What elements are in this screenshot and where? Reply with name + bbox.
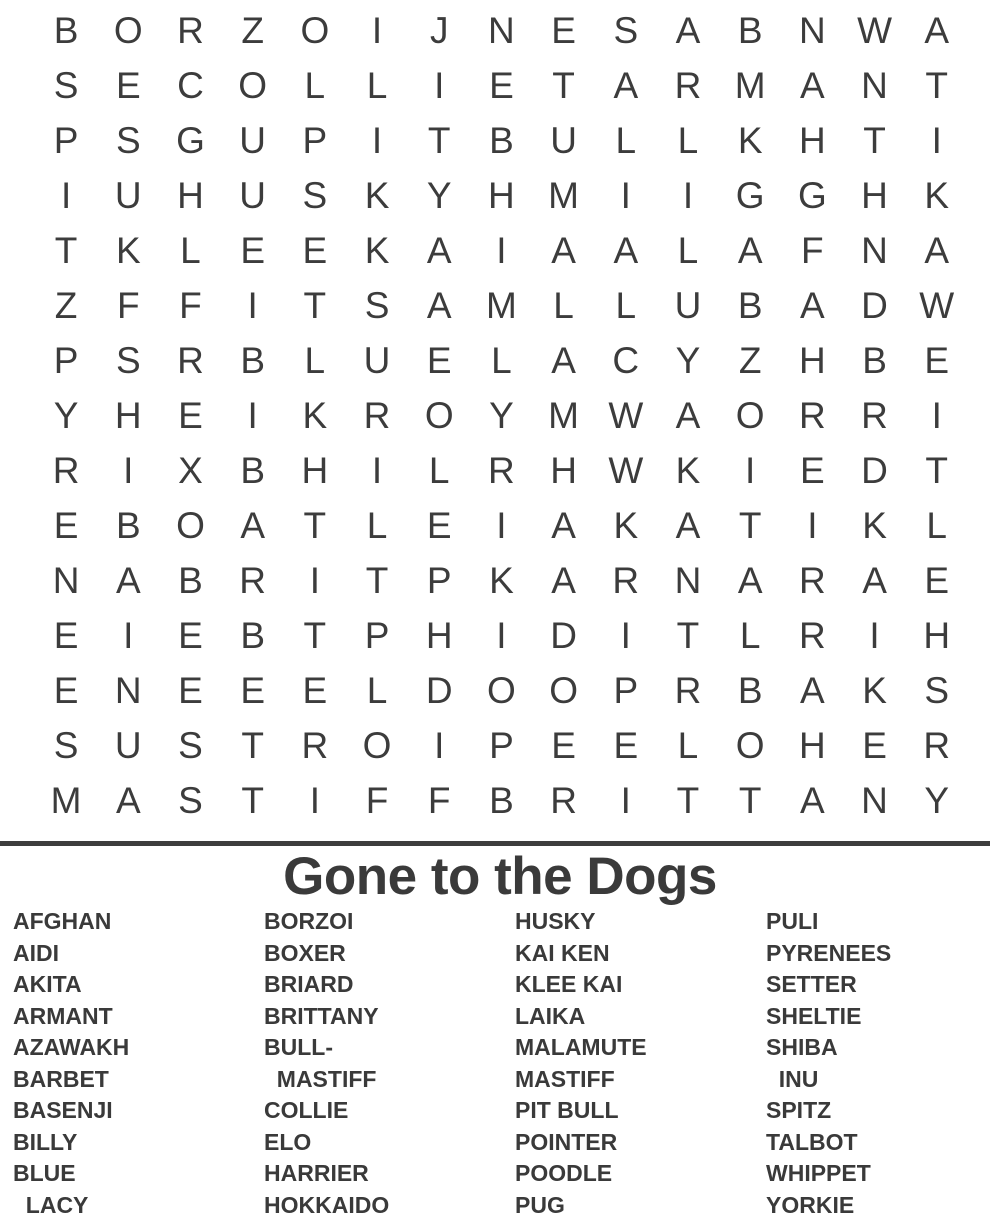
grid-letter[interactable]: L [366,504,388,546]
grid-letter[interactable]: I [931,394,942,436]
grid-letter[interactable]: A [551,559,576,601]
grid-letter[interactable]: O [487,669,516,711]
word-list-item: HOKKAIDO [264,1191,390,1218]
word-list-item: POODLE [515,1160,613,1186]
grid-letter[interactable]: A [551,504,576,546]
grid-letter[interactable]: I [496,229,507,271]
grid-letter[interactable]: T [241,779,264,821]
grid-letter[interactable]: R [674,64,702,106]
grid-letter[interactable]: D [861,284,888,326]
grid-letter[interactable]: I [807,504,818,546]
grid-letter[interactable]: E [426,339,452,381]
grid-letter[interactable]: I [620,614,631,656]
word-list-item: BORZOI [264,908,354,934]
grid-letter[interactable]: R [239,559,267,601]
grid-letter[interactable]: B [862,339,887,381]
grid-letter[interactable]: B [489,119,514,161]
grid-letter[interactable]: A [800,284,825,326]
grid-letter[interactable]: I [371,9,383,51]
grid-letter[interactable]: E [53,504,79,546]
grid-letter[interactable]: I [620,779,631,821]
grid-letter[interactable]: I [496,504,507,546]
grid-letter[interactable]: A [426,229,452,271]
grid-letter[interactable]: W [857,9,892,51]
grid-letter[interactable]: B [737,284,763,326]
grid-letter[interactable]: C [177,64,204,106]
grid-row [35,663,999,718]
grid-letter[interactable]: L [677,724,699,766]
grid-letter[interactable]: N [488,9,515,51]
grid-letter[interactable]: I [309,779,320,821]
grid-letter[interactable]: M [485,284,517,326]
grid-letter[interactable]: B [240,449,265,491]
grid-letter[interactable]: L [180,229,201,271]
grid-letter[interactable]: K [489,559,514,601]
grid-letter[interactable]: J [429,9,449,51]
grid-letter[interactable]: B [240,339,265,381]
word-list-item: COLLIE [264,1097,349,1123]
grid-row [35,113,999,168]
grid-letter[interactable]: L [304,339,326,381]
grid-letter[interactable]: L [491,339,512,381]
grid-letter[interactable]: E [240,669,265,711]
grid-letter[interactable]: K [115,229,141,271]
grid-letter[interactable]: R [798,614,826,656]
grid-letter[interactable]: E [115,64,141,106]
grid-letter[interactable]: G [735,174,765,216]
grid-row [35,443,999,498]
grid-letter[interactable]: I [620,174,631,216]
grid-letter[interactable]: A [675,504,701,546]
grid-letter[interactable]: K [862,504,887,546]
grid-letter[interactable]: E [613,724,639,766]
grid-row [35,278,999,333]
word-list-item: BILLY [13,1128,78,1155]
grid-letter[interactable]: F [365,779,389,821]
grid-letter[interactable]: O [362,724,392,766]
word-column [515,906,765,1221]
word-list-item: KAI KEN [515,939,610,966]
grid-letter[interactable]: E [240,229,265,271]
grid-letter[interactable]: H [798,339,826,381]
grid-letter[interactable]: I [682,174,694,216]
grid-letter[interactable]: A [551,339,576,381]
grid-letter[interactable]: Z [54,284,78,326]
word-list-item: BRITTANY [264,1002,379,1029]
grid-letter[interactable]: I [309,559,320,601]
grid-letter[interactable]: Y [489,394,514,436]
word-list-item: BLUE [13,1160,76,1186]
grid-letter[interactable]: A [115,559,141,601]
grid-letter[interactable]: O [113,9,143,51]
grid-letter[interactable]: N [674,559,702,601]
grid-letter[interactable]: F [179,284,202,326]
grid-row [35,608,999,663]
grid-letter[interactable]: I [371,449,383,491]
grid-letter[interactable]: E [302,229,328,271]
grid-letter[interactable]: I [745,449,756,491]
grid-letter[interactable]: S [178,779,203,821]
word-column [766,906,1000,1221]
grid-letter[interactable]: R [177,9,204,51]
grid-letter[interactable]: E [53,669,79,711]
grid-letter[interactable]: L [615,284,637,326]
grid-letter[interactable]: B [737,9,763,51]
grid-letter[interactable]: P [489,724,514,766]
grid-letter[interactable]: K [737,119,763,161]
word-list-item: LAIKA [515,1002,586,1029]
grid-letter[interactable]: W [608,449,644,491]
grid-letter[interactable]: Y [53,394,79,436]
grid-letter[interactable]: W [608,394,644,436]
grid-letter[interactable]: C [612,339,640,381]
grid-letter[interactable]: G [176,119,205,161]
grid-row [35,58,999,113]
grid-letter[interactable]: S [115,119,141,161]
word-list-item: BOXER [264,939,346,966]
word-list-item: INU [766,1065,819,1092]
grid-letter[interactable]: N [861,229,888,271]
grid-letter[interactable]: H [923,614,951,656]
grid-row [35,553,999,608]
word-list-item: SPITZ [766,1097,832,1123]
grid-letter[interactable]: R [301,724,329,766]
grid-letter[interactable]: L [739,614,761,656]
grid-letter[interactable]: A [426,284,452,326]
grid-letter[interactable]: Z [241,9,264,51]
grid-letter[interactable]: S [924,669,950,711]
word-list-item: PIT BULL [515,1097,619,1123]
grid-letter[interactable]: B [53,9,79,51]
grid-letter[interactable]: Y [675,339,701,381]
grid-letter[interactable]: T [365,559,389,601]
grid-letter[interactable]: R [550,779,577,821]
word-list-item: LACY [13,1191,89,1218]
grid-letter[interactable]: S [178,724,203,766]
grid-letter[interactable]: D [425,669,453,711]
word-list-item: POINTER [515,1128,618,1155]
word-list-item: SHELTIE [766,1002,862,1029]
grid-letter[interactable]: A [551,229,576,271]
grid-letter[interactable]: N [114,669,142,711]
grid-letter[interactable]: N [861,779,888,821]
grid-letter[interactable]: P [364,614,390,656]
grid-letter[interactable]: M [734,64,766,106]
grid-letter[interactable]: B [737,669,763,711]
grid-row [35,773,999,828]
grid-letter[interactable]: I [60,174,72,216]
grid-letter[interactable]: F [427,779,451,821]
grid-row [35,498,999,553]
grid-letter[interactable]: A [737,559,763,601]
grid-letter[interactable]: U [550,119,577,161]
grid-letter[interactable]: I [434,724,445,766]
grid-letter[interactable]: K [613,504,639,546]
grid-letter[interactable]: S [53,724,79,766]
grid-letter[interactable]: T [241,724,264,766]
word-list-item: BRIARD [264,971,354,997]
grid-letter[interactable]: E [551,9,576,51]
grid-letter[interactable]: G [797,174,827,216]
grid-letter[interactable]: R [923,724,951,766]
grid-letter[interactable]: P [613,669,639,711]
word-list-item: BARBET [13,1065,109,1092]
grid-letter[interactable]: L [553,284,574,326]
grid-letter[interactable]: U [363,339,391,381]
grid-letter[interactable]: R [52,449,80,491]
grid-letter[interactable]: K [364,229,390,271]
grid-letter[interactable]: E [178,614,203,656]
grid-letter[interactable]: A [675,9,701,51]
grid-letter[interactable]: H [861,174,888,216]
word-list-item: HUSKY [515,908,596,934]
grid-letter[interactable]: Y [426,174,452,216]
grid-letter[interactable]: P [302,119,328,161]
word-column [264,906,514,1221]
grid-letter[interactable]: O [735,394,765,436]
grid-letter[interactable]: E [924,559,950,601]
grid-letter[interactable]: R [861,394,888,436]
grid-letter[interactable]: N [52,559,80,601]
word-list-item: AKITA [13,971,82,997]
grid-letter[interactable]: I [931,119,942,161]
grid-letter[interactable]: S [302,174,328,216]
grid-letter[interactable]: B [489,779,514,821]
grid-letter[interactable]: H [550,449,577,491]
grid-letter[interactable]: H [114,394,142,436]
grid-letter[interactable]: T [925,64,949,106]
grid-letter[interactable]: H [425,614,453,656]
grid-letter[interactable]: U [674,284,702,326]
word-list-item: MALAMUTE [515,1034,647,1060]
grid-letter[interactable]: M [548,174,579,216]
grid-letter[interactable]: B [178,559,203,601]
letter-grid [35,0,999,836]
grid-letter[interactable]: A [800,64,825,106]
grid-letter[interactable]: I [123,614,134,656]
word-list-item: MASTIFF [264,1065,377,1092]
grid-letter[interactable]: O [176,504,205,546]
grid-letter[interactable]: R [488,449,515,491]
word-list-item: YORKIE [766,1191,855,1218]
word-list-item: SETTER [766,971,857,997]
grid-letter[interactable]: R [612,559,640,601]
grid-row [35,168,999,223]
grid-letter[interactable]: E [800,449,825,491]
word-list-item: SHIBA [766,1034,838,1060]
grid-letter[interactable]: L [366,64,388,106]
grid-letter[interactable]: R [177,339,204,381]
grid-letter[interactable]: U [239,119,267,161]
word-list-item: AZAWAKH [13,1034,130,1060]
grid-letter[interactable]: K [924,174,950,216]
grid-letter[interactable]: T [863,119,886,161]
grid-letter[interactable]: I [247,394,258,436]
grid-letter[interactable]: T [552,64,575,106]
grid-letter[interactable]: K [675,449,701,491]
grid-letter[interactable]: L [677,229,699,271]
word-list-item: PUG [515,1191,565,1218]
grid-row [35,333,999,388]
grid-letter[interactable]: I [496,614,507,656]
grid-letter[interactable]: D [861,449,888,491]
grid-letter[interactable]: O [238,64,268,106]
grid-letter[interactable]: A [613,64,639,106]
grid-letter[interactable]: E [178,394,203,436]
grid-letter[interactable]: H [301,449,329,491]
grid-letter[interactable]: T [676,779,700,821]
grid-letter[interactable]: I [247,284,258,326]
grid-letter[interactable]: L [428,449,450,491]
grid-letter[interactable]: R [674,669,702,711]
grid-letter[interactable]: O [735,724,765,766]
word-list-item: PULI [766,908,819,934]
grid-row [35,718,999,773]
grid-letter[interactable]: E [489,64,514,106]
grid-letter[interactable]: T [427,119,451,161]
puzzle-title: Gone to the Dogs [283,847,717,906]
word-list-item: ARMANT [13,1002,113,1029]
grid-letter[interactable]: O [424,394,454,436]
grid-letter[interactable]: B [115,504,141,546]
word-list-item: WHIPPET [766,1160,871,1186]
word-list-item: MASTIFF [515,1065,615,1092]
grid-letter[interactable]: I [123,449,134,491]
grid-letter[interactable]: N [861,64,888,106]
word-list-item: TALBOT [766,1128,858,1155]
grid-letter[interactable]: E [551,724,576,766]
grid-letter[interactable]: L [304,64,326,106]
grid-letter[interactable]: O [300,9,330,51]
grid-letter[interactable]: T [738,779,762,821]
grid-letter[interactable]: S [115,339,141,381]
word-list-item: HARRIER [264,1160,369,1186]
grid-letter[interactable]: K [302,394,328,436]
grid-letter[interactable]: R [798,559,826,601]
grid-letter[interactable]: M [548,394,579,436]
grid-letter[interactable]: R [363,394,391,436]
grid-letter[interactable]: L [366,669,388,711]
grid-letter[interactable]: A [613,229,639,271]
grid-letter[interactable]: A [675,394,701,436]
grid-letter[interactable]: Z [738,339,762,381]
grid-letter[interactable]: A [862,559,887,601]
grid-letter[interactable]: S [613,9,639,51]
grid-letter[interactable]: N [798,9,826,51]
grid-letter[interactable]: A [240,504,265,546]
grid-letter[interactable]: P [426,559,452,601]
grid-letter[interactable]: A [737,229,763,271]
grid-letter[interactable]: T [54,229,78,271]
grid-letter[interactable]: T [738,504,762,546]
grid-letter[interactable]: I [869,614,880,656]
word-list-item: KLEE KAI [515,971,623,997]
grid-letter[interactable]: H [798,724,826,766]
grid-letter[interactable]: H [177,174,204,216]
grid-letter[interactable]: T [925,449,949,491]
grid-letter[interactable]: L [615,119,637,161]
word-list-item: ELO [264,1128,312,1155]
grid-letter[interactable]: W [919,284,955,326]
grid-letter[interactable]: E [426,504,452,546]
grid-letter[interactable]: T [303,504,327,546]
grid-letter[interactable]: A [800,669,825,711]
grid-letter[interactable]: U [239,174,267,216]
grid-letter[interactable]: F [801,229,824,271]
grid-letter[interactable]: X [178,449,203,491]
grid-letter[interactable]: T [303,284,327,326]
grid-row [35,3,999,58]
grid-letter[interactable]: T [676,614,700,656]
grid-letter[interactable]: A [800,779,825,821]
word-list-item: BULL- [264,1034,333,1060]
grid-letter[interactable]: D [550,614,577,656]
grid-letter[interactable]: E [862,724,887,766]
grid-letter[interactable]: L [926,504,947,546]
grid-letter[interactable]: E [178,669,203,711]
grid-row [35,388,999,443]
grid-letter[interactable]: P [53,339,79,381]
word-list-item: AIDI [13,939,59,966]
grid-letter[interactable]: A [924,9,950,51]
word-list-item: PYRENEES [766,939,892,966]
grid-letter[interactable]: K [364,174,390,216]
grid-letter[interactable]: E [53,614,79,656]
grid-letter[interactable]: P [53,119,79,161]
grid-letter[interactable]: B [240,614,265,656]
grid-letter[interactable]: S [53,64,79,106]
grid-letter[interactable]: S [364,284,390,326]
grid-letter[interactable]: I [434,64,445,106]
grid-letter[interactable]: F [116,284,140,326]
word-list-item: BASENJI [13,1097,113,1123]
grid-letter[interactable]: M [50,779,82,821]
grid-letter[interactable]: Y [924,779,950,821]
grid-letter[interactable]: E [302,669,328,711]
grid-row [35,223,999,278]
word-column [13,906,263,1221]
grid-letter[interactable]: R [798,394,826,436]
word-list-item: AFGHAN [13,908,112,934]
grid-letter[interactable]: K [862,669,887,711]
grid-letter[interactable]: E [924,339,950,381]
grid-letter[interactable]: T [303,614,327,656]
grid-letter[interactable]: H [798,119,826,161]
grid-letter[interactable]: A [924,229,950,271]
grid-letter[interactable]: O [549,669,578,711]
grid-letter[interactable]: L [677,119,699,161]
grid-letter[interactable]: A [115,779,141,821]
grid-letter[interactable]: U [114,174,142,216]
grid-letter[interactable]: H [488,174,515,216]
grid-letter[interactable]: I [371,119,383,161]
grid-letter[interactable]: U [114,724,142,766]
